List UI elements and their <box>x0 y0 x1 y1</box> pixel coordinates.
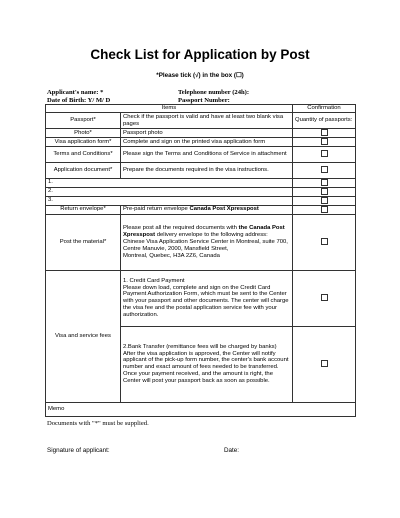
row-text: Prepare the documents required in the visa instructions. <box>121 162 293 178</box>
row-label: Return envelope* <box>46 205 121 214</box>
supplied-note: Documents with "*" must be supplied. <box>47 420 149 427</box>
xpresspost-name: Canada Post Xpresspost <box>189 206 259 213</box>
post-material-checkbox[interactable] <box>321 238 328 245</box>
credit-card-title: 1. Credit Card Payment <box>123 277 185 284</box>
table-row <box>46 162 356 178</box>
items-header: Items <box>46 105 293 113</box>
applicant-info <box>47 89 110 104</box>
row-text: Passport photo <box>121 129 293 138</box>
date-label: Date: <box>224 447 240 454</box>
mailing-address: Chinese Visa Application Service Center in Montreal, suite 700, Centre Manuvie, 2000, Mansfield Street, <box>123 238 288 252</box>
date-of-birth-label: Date of Birth: Y/ M/ D <box>47 96 111 104</box>
row-text <box>121 205 293 214</box>
return-envelope-checkbox[interactable] <box>321 206 328 213</box>
mailing-address-city: Montreal, Quebec, H3A 2Z6, Canada <box>123 252 220 259</box>
table-row <box>46 270 356 326</box>
row-label: 1. <box>46 178 293 187</box>
credit-card-text: Please down load, complete and sign on the Credit Card Payment Authorization Form, which must be sent to the Center with your passport and other documents. The center will charge the visa fee and the postal application service fee with your authorization. <box>123 284 289 319</box>
row-text: Check if the passport is valid and have at least two blank visa pages <box>121 113 293 129</box>
row-label: 2. <box>46 187 293 196</box>
telephone-label: Telephone number (24h): <box>178 89 250 96</box>
row-label: 3. <box>46 196 293 205</box>
table-row <box>46 196 356 205</box>
tick-instruction: *Please tick (√) in the box (☐) <box>156 72 244 79</box>
row-label: Passport* <box>46 113 121 129</box>
row-text <box>121 270 293 326</box>
applicant-name-label: Applicant's name: * <box>47 89 104 96</box>
table-row <box>46 137 356 146</box>
table-row <box>46 178 356 187</box>
terms-checkbox[interactable] <box>321 150 328 157</box>
visa-form-checkbox[interactable] <box>321 138 328 145</box>
table-row <box>46 129 356 138</box>
page-title: Check List for Application by Post <box>90 47 310 62</box>
return-envelope-text: Pre-paid return envelope <box>123 206 190 213</box>
post-instruction-text: delivery envelope to the following address: <box>155 231 268 238</box>
memo-row <box>46 402 356 416</box>
bank-transfer-checkbox[interactable] <box>321 360 328 367</box>
table-row <box>46 205 356 214</box>
passport-quantity-field[interactable]: Quantity of passports: <box>293 113 356 129</box>
memo-field[interactable]: Memo <box>46 402 356 416</box>
row-label: Terms and Conditions* <box>46 146 121 162</box>
doc2-checkbox[interactable] <box>321 188 328 195</box>
passport-number-label: Passport Number: <box>178 96 230 104</box>
row-text: Complete and sign on the printed visa application form <box>121 137 293 146</box>
contact-info <box>178 89 249 104</box>
confirmation-header: Confirmation <box>293 105 356 113</box>
row-text: Please sign the Terms and Conditions of Service in attachment <box>121 146 293 162</box>
table-header-row <box>46 105 356 113</box>
row-text <box>121 326 293 402</box>
row-text <box>121 214 293 270</box>
table-row <box>46 146 356 162</box>
row-label: Visa application form* <box>46 137 121 146</box>
xpresspost-name: the Canada Post Xpresspost <box>123 225 285 238</box>
photo-checkbox[interactable] <box>321 129 328 136</box>
checklist-table <box>45 104 356 417</box>
signature-label: Signature of applicant: <box>47 447 110 454</box>
table-row <box>46 113 356 129</box>
table-row <box>46 187 356 196</box>
bank-transfer-text: After the visa application is approved, the Center will notify applicant of the pick-up form number, the center's bank account number and exact amount of fees needed to be transferred. Once your payment received, and the amount is right, the Center will post your passport back as soon as possible. <box>123 350 289 385</box>
credit-card-checkbox[interactable] <box>321 294 328 301</box>
row-label: Visa and service fees <box>46 270 121 402</box>
row-label: Application document* <box>46 162 121 178</box>
app-doc-checkbox[interactable] <box>321 166 328 173</box>
row-label: Post the material* <box>46 214 121 270</box>
doc3-checkbox[interactable] <box>321 197 328 204</box>
table-row <box>46 214 356 270</box>
bank-transfer-title: 2.Bank Transfer (remittance fees will be charged by banks) <box>123 343 277 350</box>
doc1-checkbox[interactable] <box>321 179 328 186</box>
post-instruction-text: Please post all the required documents with <box>123 225 239 232</box>
row-label: Photo* <box>46 129 121 138</box>
